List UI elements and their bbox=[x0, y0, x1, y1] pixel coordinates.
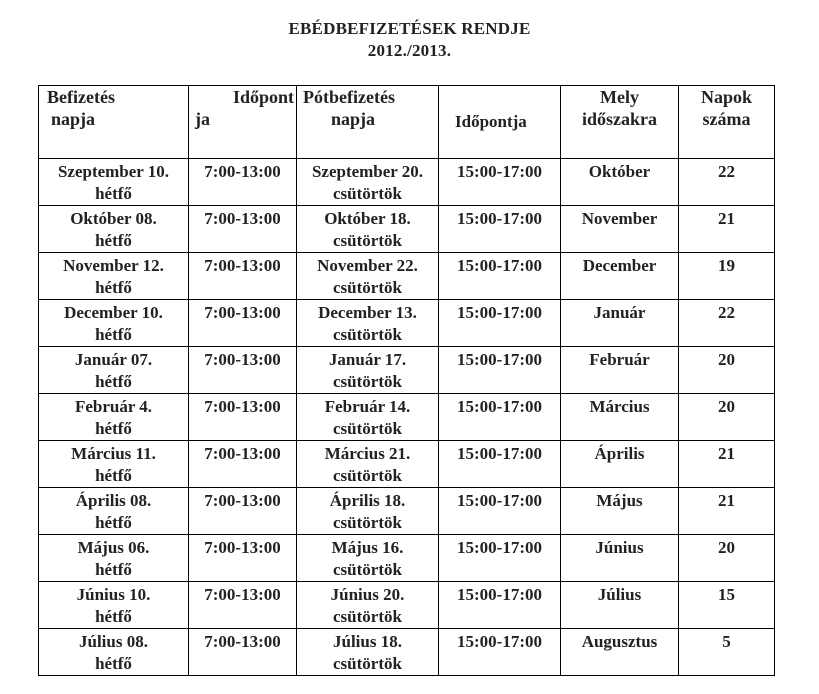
cell-period: November bbox=[561, 206, 679, 253]
cell-payment-day: December 10. hétfő bbox=[39, 300, 189, 347]
cell-payment-time: 7:00-13:00 bbox=[189, 535, 297, 582]
cell-extra-payment-day: Február 14. csütörtök bbox=[297, 394, 439, 441]
table-row bbox=[39, 629, 775, 676]
cell-extra-payment-time: 15:00-17:00 bbox=[439, 300, 561, 347]
cell-payment-day: Október 08. hétfő bbox=[39, 206, 189, 253]
cell-day-count: 5 bbox=[679, 629, 775, 676]
cell-extra-payment-time: 15:00-17:00 bbox=[439, 535, 561, 582]
header-extra-payment-time: Időpontja bbox=[439, 86, 561, 159]
table-row bbox=[39, 582, 775, 629]
cell-period: Június bbox=[561, 535, 679, 582]
cell-day-count: 20 bbox=[679, 394, 775, 441]
header-period: Mely időszakra bbox=[561, 86, 679, 159]
header-payment-time: Időpont ja bbox=[189, 86, 297, 159]
cell-extra-payment-time: 15:00-17:00 bbox=[439, 206, 561, 253]
cell-extra-payment-time: 15:00-17:00 bbox=[439, 629, 561, 676]
table-row bbox=[39, 159, 775, 206]
cell-period: Január bbox=[561, 300, 679, 347]
cell-payment-day: Február 4. hétfő bbox=[39, 394, 189, 441]
cell-extra-payment-day: Április 18. csütörtök bbox=[297, 488, 439, 535]
cell-extra-payment-time: 15:00-17:00 bbox=[439, 441, 561, 488]
cell-extra-payment-time: 15:00-17:00 bbox=[439, 159, 561, 206]
table-body bbox=[39, 159, 775, 676]
cell-payment-time: 7:00-13:00 bbox=[189, 441, 297, 488]
cell-payment-day: Április 08. hétfő bbox=[39, 488, 189, 535]
cell-period: Március bbox=[561, 394, 679, 441]
cell-day-count: 21 bbox=[679, 441, 775, 488]
cell-payment-day: Szeptember 10. hétfő bbox=[39, 159, 189, 206]
cell-payment-day: Július 08. hétfő bbox=[39, 629, 189, 676]
title-heading: EBÉDBEFIZETÉSEK RENDJE bbox=[288, 19, 531, 38]
cell-payment-time: 7:00-13:00 bbox=[189, 159, 297, 206]
cell-payment-time: 7:00-13:00 bbox=[189, 300, 297, 347]
cell-payment-time: 7:00-13:00 bbox=[189, 206, 297, 253]
table-row bbox=[39, 394, 775, 441]
cell-extra-payment-day: Június 20. csütörtök bbox=[297, 582, 439, 629]
cell-payment-time: 7:00-13:00 bbox=[189, 394, 297, 441]
cell-extra-payment-day: Január 17. csütörtök bbox=[297, 347, 439, 394]
header-extra-payment-day: Pótbefizetés napja bbox=[297, 86, 439, 159]
cell-day-count: 22 bbox=[679, 159, 775, 206]
cell-day-count: 15 bbox=[679, 582, 775, 629]
cell-payment-time: 7:00-13:00 bbox=[189, 347, 297, 394]
cell-period: Október bbox=[561, 159, 679, 206]
cell-period: Április bbox=[561, 441, 679, 488]
cell-extra-payment-time: 15:00-17:00 bbox=[439, 582, 561, 629]
table-row bbox=[39, 488, 775, 535]
document-title bbox=[0, 18, 819, 62]
cell-extra-payment-day: Március 21. csütörtök bbox=[297, 441, 439, 488]
cell-payment-day: Május 06. hétfő bbox=[39, 535, 189, 582]
table-row bbox=[39, 300, 775, 347]
cell-payment-day: Június 10. hétfő bbox=[39, 582, 189, 629]
cell-payment-day: Január 07. hétfő bbox=[39, 347, 189, 394]
cell-day-count: 20 bbox=[679, 347, 775, 394]
cell-payment-time: 7:00-13:00 bbox=[189, 582, 297, 629]
cell-extra-payment-time: 15:00-17:00 bbox=[439, 253, 561, 300]
cell-period: Augusztus bbox=[561, 629, 679, 676]
cell-payment-day: Március 11. hétfő bbox=[39, 441, 189, 488]
table-row bbox=[39, 253, 775, 300]
cell-payment-time: 7:00-13:00 bbox=[189, 629, 297, 676]
table-row bbox=[39, 347, 775, 394]
cell-day-count: 21 bbox=[679, 206, 775, 253]
title-school-year: 2012./2013. bbox=[367, 41, 452, 60]
cell-extra-payment-day: November 22. csütörtök bbox=[297, 253, 439, 300]
table-row bbox=[39, 441, 775, 488]
cell-period: Május bbox=[561, 488, 679, 535]
cell-payment-time: 7:00-13:00 bbox=[189, 488, 297, 535]
cell-day-count: 22 bbox=[679, 300, 775, 347]
cell-extra-payment-time: 15:00-17:00 bbox=[439, 347, 561, 394]
table-row bbox=[39, 535, 775, 582]
cell-period: December bbox=[561, 253, 679, 300]
header-payment-day: Befizetés napja bbox=[39, 86, 189, 159]
cell-day-count: 19 bbox=[679, 253, 775, 300]
cell-extra-payment-day: Május 16. csütörtök bbox=[297, 535, 439, 582]
cell-extra-payment-time: 15:00-17:00 bbox=[439, 394, 561, 441]
cell-extra-payment-time: 15:00-17:00 bbox=[439, 488, 561, 535]
table-header-row bbox=[39, 86, 775, 159]
cell-payment-day: November 12. hétfő bbox=[39, 253, 189, 300]
table-row bbox=[39, 206, 775, 253]
header-day-count: Napok száma bbox=[679, 86, 775, 159]
cell-extra-payment-day: Szeptember 20. csütörtök bbox=[297, 159, 439, 206]
cell-period: Július bbox=[561, 582, 679, 629]
cell-extra-payment-day: Október 18. csütörtök bbox=[297, 206, 439, 253]
cell-payment-time: 7:00-13:00 bbox=[189, 253, 297, 300]
payment-schedule-table bbox=[38, 85, 775, 676]
cell-extra-payment-day: Július 18. csütörtök bbox=[297, 629, 439, 676]
cell-period: Február bbox=[561, 347, 679, 394]
cell-day-count: 20 bbox=[679, 535, 775, 582]
cell-extra-payment-day: December 13. csütörtök bbox=[297, 300, 439, 347]
cell-day-count: 21 bbox=[679, 488, 775, 535]
